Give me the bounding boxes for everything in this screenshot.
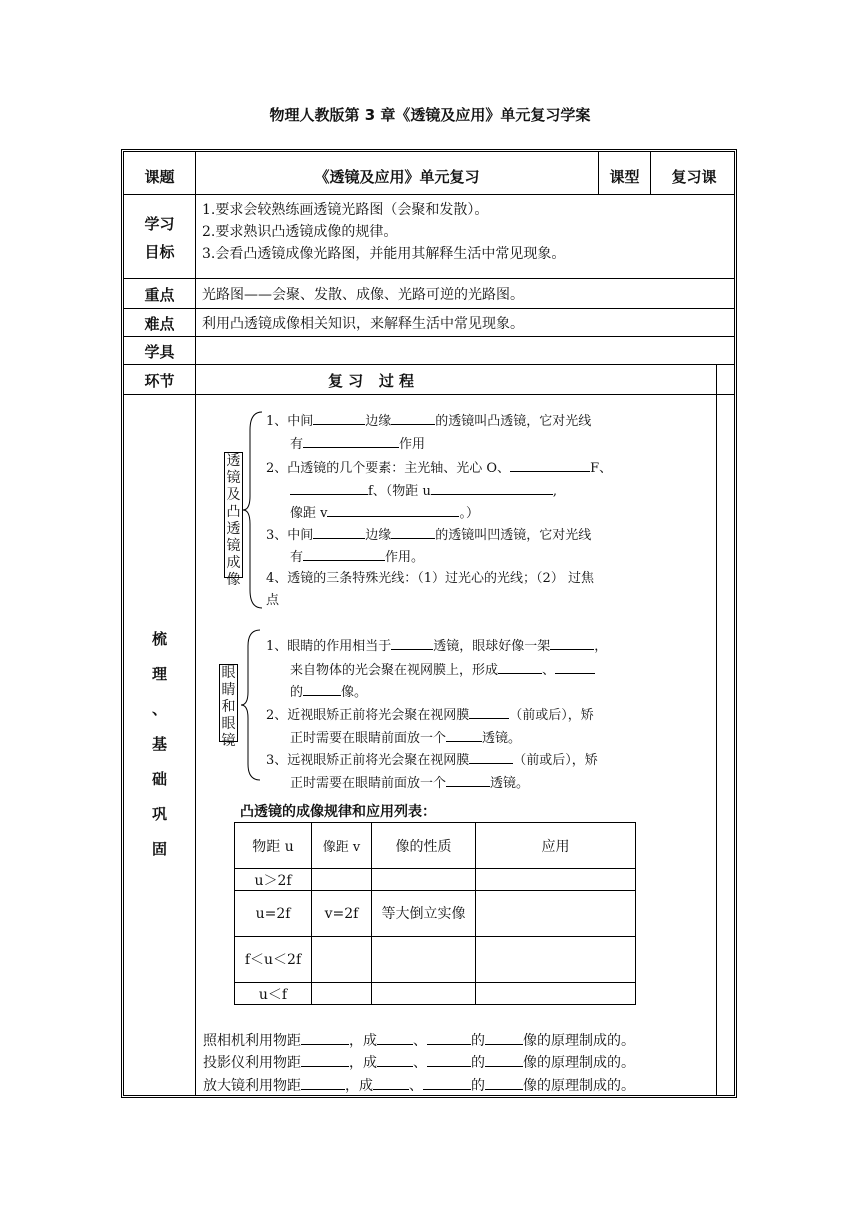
imaging-rules-table	[234, 822, 636, 1005]
difficulty-label: 难点	[144, 315, 175, 333]
goals-label-2: 目标	[144, 243, 175, 261]
fill-blank[interactable]	[469, 705, 509, 719]
goal-item: 3.会看凸透镜成像光路图，并能用其解释生活中常见现象。	[202, 246, 566, 262]
fill-blank[interactable]	[485, 1031, 523, 1045]
group2-line: 来自物体的光会聚在视网膜上，形成 、	[290, 660, 595, 680]
application-line: 投影仪利用物距 ，成 、 的 像的原理制成的。	[203, 1055, 635, 1071]
goal-item: 2.要求熟识凸透镜成像的规律。	[202, 224, 398, 240]
fill-blank[interactable]	[373, 1076, 409, 1090]
table-cell[interactable]	[476, 869, 636, 891]
fill-blank[interactable]	[327, 503, 459, 517]
table-cell: 等大倒立实像	[372, 891, 476, 937]
fill-blank[interactable]	[301, 1076, 345, 1090]
fill-blank[interactable]	[446, 728, 482, 742]
table-cell[interactable]	[312, 937, 372, 983]
fill-blank[interactable]	[391, 411, 435, 425]
table-cell[interactable]	[476, 983, 636, 1005]
section-label-char: 梳	[151, 630, 167, 648]
table-cell[interactable]	[372, 937, 476, 983]
application-line: 照相机利用物距 ，成 、 的 像的原理制成的。	[203, 1033, 635, 1049]
section-label-char: 巩	[151, 805, 167, 823]
fill-blank[interactable]	[550, 636, 594, 650]
group1-line: 像距 v 。）	[290, 503, 479, 523]
table-cell[interactable]	[312, 869, 372, 891]
fill-blank[interactable]	[510, 458, 590, 472]
table-header: 像距 v	[312, 823, 372, 869]
stage-value: 复 习 过 程	[327, 372, 415, 390]
goals-label-1: 学习	[144, 215, 175, 233]
fill-blank[interactable]	[290, 481, 368, 495]
fill-blank[interactable]	[301, 1031, 349, 1045]
section-label-char: 基	[151, 735, 167, 753]
column-divider	[716, 364, 717, 1095]
table-cell[interactable]	[372, 869, 476, 891]
tools-label: 学具	[144, 343, 175, 361]
fill-blank[interactable]	[391, 636, 433, 650]
table-header: 像的性质	[372, 823, 476, 869]
group2-line: 正时需要在眼睛前面放一个 透镜。	[290, 773, 529, 793]
group1-line: 4、透镜的三条特殊光线：（1）过光心的光线；（2） 过焦	[266, 571, 594, 586]
fill-blank[interactable]	[313, 525, 365, 539]
fill-blank[interactable]	[303, 682, 341, 696]
row-divider	[124, 394, 734, 395]
application-line: 放大镜利用物距 ，成 、 的 像的原理制成的。	[203, 1078, 635, 1094]
table-row	[235, 891, 636, 937]
fill-blank[interactable]	[555, 660, 595, 674]
topic-label: 课题	[144, 168, 175, 186]
table-cell: v=2f	[312, 891, 372, 937]
group1-line: 有 作用	[290, 434, 425, 454]
group1-line: 有 作用。	[290, 547, 424, 567]
table-cell[interactable]	[372, 983, 476, 1005]
fill-blank[interactable]	[446, 773, 490, 787]
group2-line: 正时需要在眼睛前面放一个 透镜。	[290, 728, 521, 748]
group2-title-box: 眼睛和眼镜	[219, 664, 238, 742]
fill-blank[interactable]	[498, 660, 542, 674]
group2-line: 1、眼睛的作用相当于 透镜，眼球好像一架 ，	[266, 636, 607, 656]
row-divider	[124, 278, 734, 279]
fill-blank[interactable]	[303, 434, 399, 448]
row-divider	[124, 336, 734, 337]
topic-value: 《透镜及应用》单元复习	[314, 168, 480, 186]
fill-blank[interactable]	[485, 1076, 523, 1090]
table-cell[interactable]	[476, 937, 636, 983]
table-header-row	[235, 823, 636, 869]
row-divider	[124, 364, 734, 365]
table-header: 物距 u	[235, 823, 312, 869]
group2-line: 3、远视眼矫正前将光会聚在视网膜 （前或后），矫	[266, 750, 598, 770]
column-divider	[195, 152, 196, 1095]
table-cell: f＜u＜2f	[235, 937, 312, 983]
left-brace-icon	[240, 628, 262, 782]
table-row	[235, 937, 636, 983]
fill-blank[interactable]	[377, 1053, 413, 1067]
group1-title-box: 透镜及凸透镜成像	[224, 452, 243, 578]
table-cell: u＞2f	[235, 869, 312, 891]
group1-line: f、（物距 u ,	[290, 481, 557, 501]
table-header: 应用	[476, 823, 636, 869]
table-cell[interactable]	[476, 891, 636, 937]
fill-blank[interactable]	[301, 1053, 349, 1067]
type-label: 课型	[609, 168, 640, 186]
section-label-char: 础	[151, 770, 167, 788]
row-divider	[124, 308, 734, 309]
fill-blank[interactable]	[377, 1031, 413, 1045]
left-brace-icon	[242, 410, 264, 610]
section-label	[124, 622, 195, 867]
fill-blank[interactable]	[391, 525, 435, 539]
fill-blank[interactable]	[303, 547, 385, 561]
goal-item: 1.要求会较熟练画透镜光路图（会聚和发散）。	[202, 202, 489, 218]
group2-line: 2、近视眼矫正前将光会聚在视网膜 （前或后），矫	[266, 705, 594, 725]
section-label-char: 理	[151, 665, 167, 683]
table-cell: u＜f	[235, 983, 312, 1005]
group1-line: 3、中间 边缘 的透镜叫凹透镜，它对光线	[266, 525, 591, 545]
section-label-char: 固	[151, 840, 167, 858]
key-point-value: 光路图——会聚、发散、成像、光路可逆的光路图。	[202, 287, 524, 303]
document-title: 物理人教版第 3 章《透镜及应用》单元复习学案	[269, 106, 591, 124]
group1-line: 点	[266, 593, 280, 608]
table-title: 凸透镜的成像规律和应用列表：	[240, 804, 436, 820]
key-point-label: 重点	[144, 286, 175, 304]
fill-blank[interactable]	[423, 1076, 471, 1090]
type-value: 复习课	[671, 168, 717, 186]
stage-label: 环节	[144, 372, 175, 390]
table-cell[interactable]	[312, 983, 372, 1005]
table-row	[235, 983, 636, 1005]
row-divider	[124, 194, 734, 195]
group1-line: 1、中间 边缘 的透镜叫凸透镜，它对光线	[266, 411, 591, 431]
fill-blank[interactable]	[469, 750, 513, 764]
group1-line: 2、凸透镜的几个要素：主光轴、光心 O、 F、	[266, 458, 612, 478]
fill-blank[interactable]	[427, 1053, 471, 1067]
fill-blank[interactable]	[431, 481, 553, 495]
fill-blank[interactable]	[313, 411, 365, 425]
table-cell: u=2f	[235, 891, 312, 937]
fill-blank[interactable]	[427, 1031, 471, 1045]
difficulty-value: 利用凸透镜成像相关知识，来解释生活中常见现象。	[202, 316, 524, 332]
group2-line: 的 像。	[290, 682, 367, 702]
table-row	[235, 869, 636, 891]
fill-blank[interactable]	[485, 1053, 523, 1067]
section-label-char: 、	[151, 700, 167, 718]
